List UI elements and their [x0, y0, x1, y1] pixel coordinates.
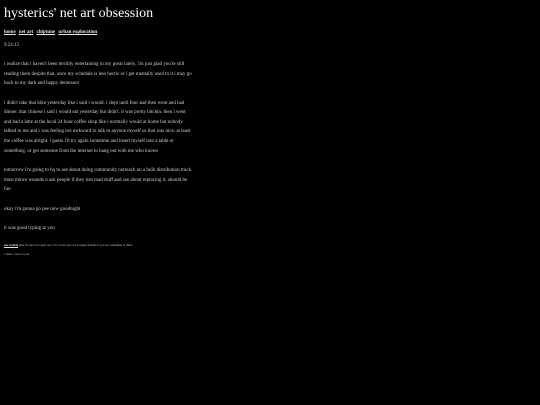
post-paragraph: tomorrow i'm going to hq to see about doing community outreach on a bulk distribution truck. must mince wounds n ask people if they lost mad stuff and see about replacing it. should be fun: [4, 167, 193, 193]
footer-link[interactable]: use symbol: [4, 243, 19, 248]
post-date: 9.24.13: [4, 43, 19, 48]
page-container: [4, 6, 204, 256]
nav-link-urban-exploration[interactable]: urban exploration: [58, 30, 98, 35]
post-paragraph: okay i'm gonna go pee now goodnight: [4, 206, 81, 212]
nav-link-home[interactable]: home: [4, 30, 16, 35]
footer-text: time for me to be quiet now it is so late give me passing students if you see something of mine: [18, 243, 133, 248]
nav-bar: [4, 30, 204, 36]
post-paragraph: i realize that i haven't been terribly entertaining in my posts lately. i'm just glad you're still reading them despite that. once my schedule is less hectic or i get mentally used to it i may go back to my dark and happy demeanor: [4, 62, 192, 87]
post-meta[interactable]: 1 share, view on post: [4, 252, 30, 257]
post-paragraph: it was good typing at you: [4, 225, 55, 231]
post-paragraph: i didn't take that bike yesterday like i said i would. i slept until four and then went and had dinner. that chinese i said i would eat yesterday but didn't. it was pretty bitchin. then i went and had a latte at the local 24 hour coffee shop like i normally would at home but nobody talked to me and i was feeling too awkward to talk to anyone myself so that was nice. at least the coffee was alright. i guess i'll try again sometime and insert myself into a table or something. or get someone from the internet to hang out with me who knows: [4, 100, 191, 154]
nav-link-chiptune[interactable]: chiptune: [36, 30, 56, 35]
nav-link-net-art[interactable]: net art: [18, 30, 34, 35]
site-title: hysterics' net art obsession: [4, 6, 154, 21]
post-body: [4, 60, 194, 234]
post-footer: [4, 243, 204, 247]
